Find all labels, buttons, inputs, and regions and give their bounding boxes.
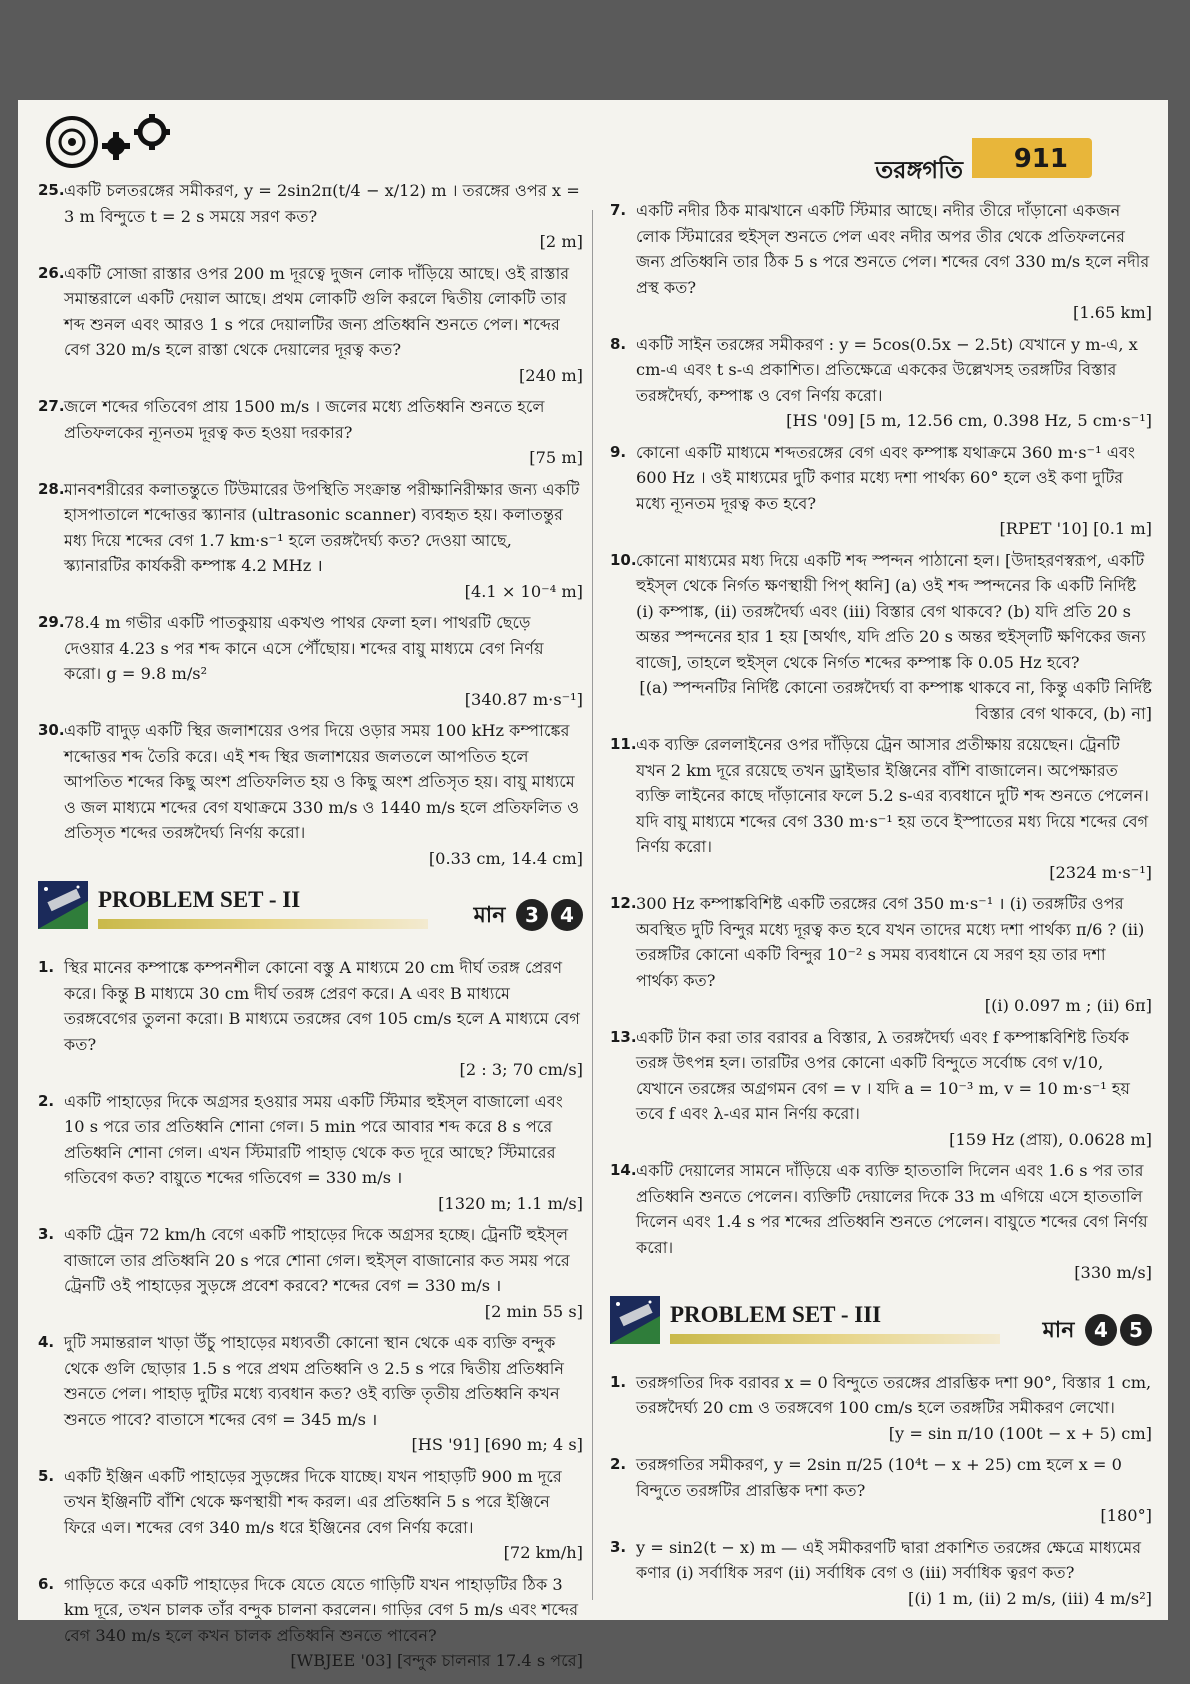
answer: [340.87 m·s⁻¹] — [464, 689, 583, 709]
page-number: 911 — [1013, 144, 1068, 174]
chapter-title: তরঙ্গগতি — [875, 155, 963, 184]
answer: [180°] — [1100, 1506, 1152, 1525]
answer: [159 Hz (প্রায়), 0.0628 m] — [949, 1129, 1152, 1149]
answer: [(i) 1 m, (ii) 2 m/s, (iii) 4 m/s²] — [908, 1588, 1152, 1608]
question-text: একটি বাদুড় একটি স্থির জলাশয়ের ওপর দিয়ে ওড়ার সময় 100 kHz কম্পাঙ্কের শব্দোত্তর শব্দ তৈরি করে। এই শব্দ স্থির জলাশয়ের জলতলে আপতিত হলে আপতিত শব্দের কিছু অংশ প্রতিফলিত হয় ও কিছু অংশ প্রতিসৃত হয়। বায়ু মাধ্যমে ও জল মাধ্যমে শব্দের বেগ যথাক্রমে 330 m/s ও 1440 m/s হলে প্রতিফলিত ও প্রতিসৃত শব্দের তরঙ্গদৈর্ঘ্য নির্ণয় করো। — [64, 721, 580, 842]
marks-badge: 3 — [516, 899, 548, 931]
answer: [330 m/s] — [1074, 1263, 1152, 1282]
answer: [75 m] — [529, 448, 583, 467]
answer: [(a) স্পন্দনটির নির্দিষ্ট কোনো তরঙ্গদৈর্ঘ্য বা কম্পাঙ্ক থাকবে না, কিন্তু একটি নির্দিষ্ট বিস্তার বেগ থাকবে, (b) না] — [639, 678, 1152, 723]
answer: [2 : 3; 70 cm/s] — [459, 1060, 583, 1079]
problem-set-3-title: PROBLEM SET - III — [670, 1301, 882, 1327]
question-text: জলে শব্দের গতিবেগ প্রায় 1500 m/s । জলের মধ্যে প্রতিধ্বনি শুনতে হলে প্রতিফলকের ন্যূনতম দূরত্ব কত হওয়া দরকার? — [64, 397, 545, 442]
problem-set-2-title: PROBLEM SET - II — [98, 887, 301, 912]
problem-set-3-header — [610, 1296, 1152, 1360]
question-text: এক ব্যক্তি রেললাইনের ওপর দাঁড়িয়ে ট্রেন আসার প্রতীক্ষায় রয়েছেন। ট্রেনটি যখন 2 km দূরে রয়েছে তখন ড্রাইভার ইঞ্জিনের বাঁশি বাজালেন। অপেক্ষারত ব্যক্তি লাইনের কাছে দাঁড়ানোর ফলে 5.2 s-এর ব্যবধানে দুটি শব্দ শুনতে পেলেন। যদি বায়ু মাধ্যমে শব্দের বেগ 330 m·s⁻¹ হয় তবে ইস্পাতের মধ্য দিয়ে শব্দের বেগ নির্ণয় করো। — [636, 735, 1149, 856]
marks-label: মান — [1042, 1316, 1075, 1343]
problem-set-2-marks — [474, 899, 583, 931]
question-text: একটি ট্রেন 72 km/h বেগে একটি পাহাড়ের দিকে অগ্রসর হচ্ছে। ট্রেনটি হুইস্‌ল বাজালে তার প্রতিধ্বনি 20 s পরে শোনা গেল। হুইস্‌ল বাজানোর কত সময় পরে ট্রেনটি ওই পাহাড়ের সুড়ঙ্গে প্রবেশ করবে? শব্দের বেগ = 330 m/s । — [64, 1225, 570, 1295]
question-text: একটি দেয়ালের সামনে দাঁড়িয়ে এক ব্যক্তি হাততালি দিলেন এবং 1.6 s পর তার প্রতিধ্বনি শুনতে পেলেন। ব্যক্তিটি দেয়ালের দিকে 33 m এগিয়ে এসে হাততালি দিলেন এবং 1.4 s পর শব্দের প্রতিধ্বনি শুনতে পেলেন। বায়ুতে শব্দের বেগ নির্ণয় করো। — [636, 1161, 1148, 1257]
question-text: একটি পাহাড়ের দিকে অগ্রসর হওয়ার সময় একটি স্টিমার হুইস্‌ল বাজালো এবং 10 s পরে তার প্রতিধ্বনি শোনা গেল। 5 min পরে আবার শব্দ করে 8 s পরে প্রতিধ্বনি শোনা গেল। এখন স্টিমারটি পাহাড় থেকে কত দূরে আছে? স্টিমারের গতিবেগ কত? বায়ুতে শব্দের গতিবেগ = 330 m/s । — [64, 1091, 563, 1187]
question-text: তরঙ্গগতির সমীকরণ, y = 2sin π/25 (10⁴t − x + 25) cm হলে x = 0 বিন্দুতে তরঙ্গটির প্রারম্ভিক দশা কত? — [636, 1455, 1122, 1500]
question-text: একটি ইঞ্জিন একটি পাহাড়ের সুড়ঙ্গের দিকে যাচ্ছে। যখন পাহাড়টি 900 m দূরে তখন ইঞ্জিনটি বাঁশি থেকে ক্ষণস্থায়ী শব্দ করল। এর প্রতিধ্বনি 5 s পরে ইঞ্জিনে ফিরে এল। শব্দের বেগ 340 m/s ধরে ইঞ্জিনের বেগ নির্ণয় করো। — [64, 1466, 562, 1537]
answer: [y = sin π/10 (100t − x + 5) cm] — [888, 1423, 1152, 1443]
question-text: 300 Hz কম্পাঙ্কবিশিষ্ট একটি তরঙ্গের বেগ 350 m·s⁻¹ । (i) তরঙ্গটির ওপর অবস্থিত দুটি বিন্দুর মধ্যে দূরত্ব কত হবে যখন তাদের মধ্যে দশা পার্থক্য π/6 ? (ii) তরঙ্গটির কোনো একটি বিন্দুর 10⁻² s সময় ব্যবধানে যে সরণ হয় তার দশা পার্থক্য কত? — [636, 894, 1145, 990]
left-column — [38, 178, 583, 1680]
answer: [2 m] — [539, 232, 583, 251]
question-text: দুটি সমান্তরাল খাড়া উঁচু পাহাড়ের মধ্যবর্তী কোনো স্থান থেকে এক ব্যক্তি বন্দুক থেকে গুলি ছোড়ার 1.5 s পরে প্রথম প্রতিধ্বনি ও 2.5 s পরে দ্বিতীয় প্রতিধ্বনি শুনতে পেল। পাহাড় দুটির মধ্যে ব্যবধান কত? ওই ব্যক্তি তৃতীয় প্রতিধ্বনি কখন শুনতে পাবে? বাতাসে শব্দের বেগ = 345 m/s । — [64, 1333, 565, 1429]
question-text: একটি টান করা তার বরাবর a বিস্তার, λ তরঙ্গদৈর্ঘ্য এবং f কম্পাঙ্কবিশিষ্ট তির্যক তরঙ্গ উৎপন্ন হল। তারটির ওপর কোনো একটি বিন্দুতে সর্বোচ্চ বেগ v/10, যেখানে তরঙ্গের অগ্রগমন বেগ = v । যদি a = 10⁻³ m, v = 10 m·s⁻¹ হয় তবে f এবং λ-এর মান নির্ণয় করো। — [636, 1027, 1130, 1123]
answer: [1.65 km] — [1073, 303, 1152, 322]
ps3-question-2: 2. তরঙ্গগতির সমীকরণ, y = 2sin π/25 (10⁴t − x + 25) cm হলে x = 0 বিন্দুতে তরঙ্গটির প্রারম্ভিক দশা কত? [180°] — [610, 1452, 1152, 1529]
textbook-page — [18, 100, 1168, 1670]
question-14: 14. একটি দেয়ালের সামনে দাঁড়িয়ে এক ব্যক্তি হাততালি দিলেন এবং 1.6 s পর তার প্রতিধ্বনি শুনতে পেলেন। ব্যক্তিটি দেয়ালের দিকে 33 m এগিয়ে এসে হাততালি দিলেন এবং 1.4 s পর শব্দের প্রতিধ্বনি শুনতে পেলেন। বায়ুতে শব্দের বেগ নির্ণয় করো। [330 m/s] — [610, 1158, 1152, 1286]
answer: [4.1 × 10⁻⁴ m] — [464, 581, 583, 601]
answer: [72 km/h] — [503, 1543, 583, 1562]
marks-badge: 5 — [1120, 1314, 1152, 1346]
question-text: তরঙ্গগতির দিক বরাবর x = 0 বিন্দুতে তরঙ্গের প্রারম্ভিক দশা 90°, বিস্তার 1 cm, তরঙ্গদৈর্ঘ্য 20 cm ও তরঙ্গবেগ 100 cm/s হলে তরঙ্গটির সমীকরণ লেখো। — [636, 1372, 1152, 1417]
question-text: স্থির মানের কম্পাঙ্কে কম্পনশীল কোনো বস্তু A মাধ্যমে 20 cm দীর্ঘ তরঙ্গ প্রেরণ করে। কিন্তু B মাধ্যমে 30 cm দীর্ঘ তরঙ্গ প্রেরণ করে। A এবং B মাধ্যমে তরঙ্গবেগের তুলনা করো। B মাধ্যমে তরঙ্গের বেগ 105 cm/s হলে A মাধ্যমে বেগ কত? — [64, 958, 581, 1054]
ps2-question-3: 3. একটি ট্রেন 72 km/h বেগে একটি পাহাড়ের দিকে অগ্রসর হচ্ছে। ট্রেনটি হুইস্‌ল বাজালে তার প্রতিধ্বনি 20 s পরে শোনা গেল। হুইস্‌ল বাজানোর কত সময় পরে ট্রেনটি ওই পাহাড়ের সুড়ঙ্গে প্রবেশ করবে? শব্দের বেগ = 330 m/s । [2 min 55 s] — [38, 1222, 583, 1324]
answer: [2324 m·s⁻¹] — [1049, 862, 1152, 882]
question-29: 29. 78.4 m গভীর একটি পাতকুয়ায় একখণ্ড পাথর ফেলা হল। পাথরটি ছেড়ে দেওয়ার 4.23 s পর শব্দ কানে এসে পৌঁছোয়। শব্দের বায়ু মাধ্যমে বেগ নির্ণয় করো। g = 9.8 m/s² [340.87 m·s⁻¹] — [38, 610, 583, 712]
head-gears-logo — [46, 110, 186, 170]
problem-set-3-marks — [1043, 1314, 1152, 1346]
question-text: একটি নদীর ঠিক মাঝখানে একটি স্টিমার আছে। নদীর তীরে দাঁড়ানো একজন লোক স্টিমারের হুইস্‌ল শুনতে পেল এবং নদীর অপর তীর থেকে প্রতিফলনের জন্য প্রতিধ্বনি তার ঠিক 5 s পরে শুনতে পেল। শব্দের বেগ 330 m/s হলে নদীর প্রস্থ কত? — [636, 201, 1150, 297]
question-text: মানবশরীরের কলাতন্তুতে টিউমারের উপস্থিতি সংক্রান্ত পরীক্ষানিরীক্ষার জন্য একটি হাসপাতালে শব্দোত্তর স্ক্যানার (ultrasonic scanner) ব্যবহৃত হয়। কলাতন্তুর মধ্য দিয়ে শব্দের বেগ 1.7 km·s⁻¹ হলে তরঙ্গদৈর্ঘ্য কত? দেওয়া আছে, স্ক্যানারটির কার্যকরী কম্পাঙ্ক 4.2 MHz । — [64, 479, 580, 575]
ps2-question-2: 2. একটি পাহাড়ের দিকে অগ্রসর হওয়ার সময় একটি স্টিমার হুইস্‌ল বাজালো এবং 10 s পরে তার প্রতিধ্বনি শোনা গেল। 5 min পরে আবার শব্দ করে 8 s পরে প্রতিধ্বনি শোনা গেল। এখন স্টিমারটি পাহাড় থেকে কত দূরে আছে? স্টিমারের গতিবেগ কত? বায়ুতে শব্দের গতিবেগ = 330 m/s । [1320 m; 1.1 m/s] — [38, 1089, 583, 1217]
question-25: 25. একটি চলতরঙ্গের সমীকরণ, y = 2sin2π(t/4 − x/12) m । তরঙ্গের ওপর x = 3 m বিন্দুতে t = 2 s সময়ে সরণ কত? [2 m] — [38, 178, 583, 255]
question-11: 11. এক ব্যক্তি রেললাইনের ওপর দাঁড়িয়ে ট্রেন আসার প্রতীক্ষায় রয়েছেন। ট্রেনটি যখন 2 km দূরে রয়েছে তখন ড্রাইভার ইঞ্জিনের বাঁশি বাজালেন। অপেক্ষারত ব্যক্তি লাইনের কাছে দাঁড়ানোর ফলে 5.2 s-এর ব্যবধানে দুটি শব্দ শুনতে পেলেন। যদি বায়ু মাধ্যমে শব্দের বেগ 330 m·s⁻¹ হয় তবে ইস্পাতের মধ্য দিয়ে শব্দের বেগ নির্ণয় করো। [2324 m·s⁻¹] — [610, 732, 1152, 885]
marks-badge: 4 — [1085, 1314, 1117, 1346]
telescope-icon — [610, 1296, 660, 1344]
column-divider — [592, 210, 593, 1600]
problem-set-3-bar — [670, 1334, 1000, 1344]
answer: [2 min 55 s] — [484, 1301, 583, 1321]
telescope-icon — [38, 881, 88, 929]
ps2-question-6: 6. গাড়িতে করে একটি পাহাড়ের দিকে যেতে যেতে গাড়িটি যখন পাহাড়টির ঠিক 3 km দূরে, তখন চালক তাঁর বন্দুক চালনা করলেন। গাড়ির বেগ 5 m/s এবং শব্দের বেগ 340 m/s হলে কখন চালক প্রতিধ্বনি শুনতে পাবেন? [WBJEE '03] [বন্দুক চালনার 17.4 s পরে] — [38, 1572, 583, 1674]
marks-badge: 4 — [551, 899, 583, 931]
ps3-question-3: 3. y = sin2(t − x) m — এই সমীকরণটি দ্বারা প্রকাশিত তরঙ্গের ক্ষেত্রে মাধ্যমের কণার (i) সর্বাধিক সরণ (ii) সর্বাধিক বেগ ও (iii) সর্বাধিক ত্বরণ কত? [(i) 1 m, (ii) 2 m/s, (iii) 4 m/s²] — [610, 1535, 1152, 1612]
question-28: 28. মানবশরীরের কলাতন্তুতে টিউমারের উপস্থিতি সংক্রান্ত পরীক্ষানিরীক্ষার জন্য একটি হাসপাতালে শব্দোত্তর স্ক্যানার (ultrasonic scanner) ব্যবহৃত হয়। কলাতন্তুর মধ্য দিয়ে শব্দের বেগ 1.7 km·s⁻¹ হলে তরঙ্গদৈর্ঘ্য কত? দেওয়া আছে, স্ক্যানারটির কার্যকরী কম্পাঙ্ক 4.2 MHz । [4.1 × 10⁻⁴ m] — [38, 477, 583, 605]
question-30: 30. একটি বাদুড় একটি স্থির জলাশয়ের ওপর দিয়ে ওড়ার সময় 100 kHz কম্পাঙ্কের শব্দোত্তর শব্দ তৈরি করে। এই শব্দ স্থির জলাশয়ের জলতলে আপতিত হলে আপতিত শব্দের কিছু অংশ প্রতিফলিত হয় ও কিছু অংশ প্রতিসৃত হয়। বায়ু মাধ্যমে ও জল মাধ্যমে শব্দের বেগ যথাক্রমে 330 m/s ও 1440 m/s হলে প্রতিফলিত ও প্রতিসৃত শব্দের তরঙ্গদৈর্ঘ্য নির্ণয় করো। [0.33 cm, 14.4 cm] — [38, 718, 583, 871]
ps2-question-1: 1. স্থির মানের কম্পাঙ্কে কম্পনশীল কোনো বস্তু A মাধ্যমে 20 cm দীর্ঘ তরঙ্গ প্রেরণ করে। কিন্তু B মাধ্যমে 30 cm দীর্ঘ তরঙ্গ প্রেরণ করে। A এবং B মাধ্যমে তরঙ্গবেগের তুলনা করো। B মাধ্যমে তরঙ্গের বেগ 105 cm/s হলে A মাধ্যমে বেগ কত? [2 : 3; 70 cm/s] — [38, 955, 583, 1083]
ps3-question-1: 1. তরঙ্গগতির দিক বরাবর x = 0 বিন্দুতে তরঙ্গের প্রারম্ভিক দশা 90°, বিস্তার 1 cm, তরঙ্গদৈর্ঘ্য 20 cm ও তরঙ্গবেগ 100 cm/s হলে তরঙ্গটির সমীকরণ লেখো। [y = sin π/10 (100t − x + 5) cm] — [610, 1370, 1152, 1447]
question-text: কোনো একটি মাধ্যমে শব্দতরঙ্গের বেগ এবং কম্পাঙ্ক যথাক্রমে 360 m·s⁻¹ এবং 600 Hz । ওই মাধ্যমের দুটি কণার মধ্যে দশা পার্থক্য 60° হলে ওই কণা দুটির মধ্যে ন্যূনতম দূরত্ব কত হবে? — [636, 442, 1136, 513]
question-12: 12. 300 Hz কম্পাঙ্কবিশিষ্ট একটি তরঙ্গের বেগ 350 m·s⁻¹ । (i) তরঙ্গটির ওপর অবস্থিত দুটি বিন্দুর মধ্যে দূরত্ব কত হবে যখন তাদের মধ্যে দশা পার্থক্য π/6 ? (ii) তরঙ্গটির কোনো একটি বিন্দুর 10⁻² s সময় ব্যবধানে যে সরণ হয় তার দশা পার্থক্য কত? [(i) 0.097 m ; (ii) 6π] — [610, 891, 1152, 1019]
problem-set-2-header — [38, 881, 583, 945]
question-text: একটি চলতরঙ্গের সমীকরণ, y = 2sin2π(t/4 − x/12) m । তরঙ্গের ওপর x = 3 m বিন্দুতে t = 2 s সময়ে সরণ কত? — [64, 181, 580, 226]
question-text: y = sin2(t − x) m — এই সমীকরণটি দ্বারা প্রকাশিত তরঙ্গের ক্ষেত্রে মাধ্যমের কণার (i) সর্বাধিক সরণ (ii) সর্বাধিক বেগ ও (iii) সর্বাধিক ত্বরণ কত? — [636, 1537, 1142, 1582]
answer: [(i) 0.097 m ; (ii) 6π] — [984, 996, 1152, 1015]
question-text: একটি সোজা রাস্তার ওপর 200 m দূরত্বে দুজন লোক দাঁড়িয়ে আছে। ওই রাস্তার সমান্তরালে একটি দেয়াল আছে। প্রথম লোকটি গুলি করলে দ্বিতীয় লোকটি তার শব্দ শুনল এবং আরও 1 s পরে দেয়ালটির জন্য প্রতিধ্বনি শুনতে পেল। শব্দের বেগ 320 m/s হলে রাস্তা থেকে দেয়ালের দূরত্ব কত? — [64, 263, 570, 359]
answer: [RPET '10] [0.1 m] — [999, 519, 1152, 538]
answer: [0.33 cm, 14.4 cm] — [428, 848, 583, 868]
answer: [1320 m; 1.1 m/s] — [438, 1193, 583, 1213]
question-9: 9. কোনো একটি মাধ্যমে শব্দতরঙ্গের বেগ এবং কম্পাঙ্ক যথাক্রমে 360 m·s⁻¹ এবং 600 Hz । ওই মাধ্যমের দুটি কণার মধ্যে দশা পার্থক্য 60° হলে ওই কণা দুটির মধ্যে ন্যূনতম দূরত্ব কত হবে? [RPET '10] [0.1 m] — [610, 440, 1152, 542]
question-text: একটি সাইন তরঙ্গের সমীকরণ : y = 5cos(0.5x − 2.5t) যেখানে y m-এ, x cm-এ এবং t s-এ প্রকাশিত। প্রতিক্ষেত্রে এককের উল্লেখসহ তরঙ্গটির বিস্তার তরঙ্গদৈর্ঘ্য, কম্পাঙ্ক ও বেগ নির্ণয় করো। — [636, 334, 1138, 405]
marks-label: মান — [473, 902, 506, 928]
question-text: 78.4 m গভীর একটি পাতকুয়ায় একখণ্ড পাথর ফেলা হল। পাথরটি ছেড়ে দেওয়ার 4.23 s পর শব্দ কানে এসে পৌঁছোয়। শব্দের বায়ু মাধ্যমে বেগ নির্ণয় করো। g = 9.8 m/s² — [64, 613, 544, 683]
question-text: কোনো মাধ্যমের মধ্য দিয়ে একটি শব্দ স্পন্দন পাঠানো হল। [উদাহরণস্বরূপ, একটি হুইস্‌ল থেকে নির্গত ক্ষণস্থায়ী পিপ্‌ ধ্বনি] (a) ওই শব্দ স্পন্দনের কি একটি নির্দিষ্ট (i) কম্পাঙ্ক, (ii) তরঙ্গদৈর্ঘ্য এবং (iii) বিস্তার বেগ থাকবে? (b) যদি প্রতি 20 s অন্তর স্পন্দনের হার 1 হয় [অর্থাৎ, যদি প্রতি 20 s অন্তর হুইস্‌লটি ক্ষণিকের জন্য বাজে], তাহলে হুইস্‌ল থেকে নির্গত শব্দের কম্পাঙ্ক কি 0.05 Hz হবে? — [636, 550, 1146, 672]
problem-set-2-bar — [98, 919, 428, 929]
ps2-question-4: 4. দুটি সমান্তরাল খাড়া উঁচু পাহাড়ের মধ্যবর্তী কোনো স্থান থেকে এক ব্যক্তি বন্দুক থেকে গুলি ছোড়ার 1.5 s পরে প্রথম প্রতিধ্বনি ও 2.5 s পরে দ্বিতীয় প্রতিধ্বনি শুনতে পেল। পাহাড় দুটির মধ্যে ব্যবধান কত? ওই ব্যক্তি তৃতীয় প্রতিধ্বনি কখন শুনতে পাবে? বাতাসে শব্দের বেগ = 345 m/s । [HS '91] [690 m; 4 s] — [38, 1330, 583, 1458]
answer: [240 m] — [518, 365, 583, 385]
question-10: 10. কোনো মাধ্যমের মধ্য দিয়ে একটি শব্দ স্পন্দন পাঠানো হল। [উদাহরণস্বরূপ, একটি হুইস্‌ল থেকে নির্গত ক্ষণস্থায়ী পিপ্‌ ধ্বনি] (a) ওই শব্দ স্পন্দনের কি একটি নির্দিষ্ট (i) কম্পাঙ্ক, (ii) তরঙ্গদৈর্ঘ্য এবং (iii) বিস্তার বেগ থাকবে? (b) যদি প্রতি 20 s অন্তর স্পন্দনের হার 1 হয় [অর্থাৎ, যদি প্রতি 20 s অন্তর হুইস্‌লটি ক্ষণিকের জন্য বাজে], তাহলে হুইস্‌ল থেকে নির্গত শব্দের কম্পাঙ্ক কি 0.05 Hz হবে? [(a) স্পন্দনটির নির্দিষ্ট কোনো তরঙ্গদৈর্ঘ্য বা কম্পাঙ্ক থাকবে না, কিন্তু একটি নির্দিষ্ট বিস্তার বেগ থাকবে, (b) না] — [610, 548, 1152, 727]
question-13: 13. একটি টান করা তার বরাবর a বিস্তার, λ তরঙ্গদৈর্ঘ্য এবং f কম্পাঙ্কবিশিষ্ট তির্যক তরঙ্গ উৎপন্ন হল। তারটির ওপর কোনো একটি বিন্দুতে সর্বোচ্চ বেগ v/10, যেখানে তরঙ্গের অগ্রগমন বেগ = v । যদি a = 10⁻³ m, v = 10 m·s⁻¹ হয় তবে f এবং λ-এর মান নির্ণয় করো। [159 Hz (প্রায়), 0.0628 m] — [610, 1025, 1152, 1153]
ps2-question-5: 5. একটি ইঞ্জিন একটি পাহাড়ের সুড়ঙ্গের দিকে যাচ্ছে। যখন পাহাড়টি 900 m দূরে তখন ইঞ্জিনটি বাঁশি থেকে ক্ষণস্থায়ী শব্দ করল। এর প্রতিধ্বনি 5 s পরে ইঞ্জিনে ফিরে এল। শব্দের বেগ 340 m/s ধরে ইঞ্জিনের বেগ নির্ণয় করো। [72 km/h] — [38, 1464, 583, 1566]
question-text: গাড়িতে করে একটি পাহাড়ের দিকে যেতে যেতে গাড়িটি যখন পাহাড়টির ঠিক 3 km দূরে, তখন চালক তাঁর বন্দুক চালনা করলেন। গাড়ির বেগ 5 m/s এবং শব্দের বেগ 340 m/s হলে কখন চালক প্রতিধ্বনি শুনতে পাবেন? — [64, 1574, 579, 1645]
answer: [HS '91] [690 m; 4 s] — [411, 1435, 583, 1454]
answer: [WBJEE '03] [বন্দুক চালনার 17.4 s পরে] — [290, 1651, 583, 1670]
question-8: 8. একটি সাইন তরঙ্গের সমীকরণ : y = 5cos(0.5x − 2.5t) যেখানে y m-এ, x cm-এ এবং t s-এ প্রকাশিত। প্রতিক্ষেত্রে এককের উল্লেখসহ তরঙ্গটির বিস্তার তরঙ্গদৈর্ঘ্য, কম্পাঙ্ক ও বেগ নির্ণয় করো। [HS '09] [5 m, 12.56 cm, 0.398 Hz, 5 cm·s⁻¹] — [610, 332, 1152, 434]
question-26: 26. একটি সোজা রাস্তার ওপর 200 m দূরত্বে দুজন লোক দাঁড়িয়ে আছে। ওই রাস্তার সমান্তরালে একটি দেয়াল আছে। প্রথম লোকটি গুলি করলে দ্বিতীয় লোকটি তার শব্দ শুনল এবং আরও 1 s পরে দেয়ালটির জন্য প্রতিধ্বনি শুনতে পেল। শব্দের বেগ 320 m/s হলে রাস্তা থেকে দেয়ালের দূরত্ব কত? [240 m] — [38, 261, 583, 389]
answer: [HS '09] [5 m, 12.56 cm, 0.398 Hz, 5 cm·s⁻¹] — [786, 411, 1152, 430]
right-column — [610, 198, 1152, 1617]
question-27: 27. জলে শব্দের গতিবেগ প্রায় 1500 m/s । জলের মধ্যে প্রতিধ্বনি শুনতে হলে প্রতিফলকের ন্যূনতম দূরত্ব কত হওয়া দরকার? [75 m] — [38, 394, 583, 471]
question-7: 7. একটি নদীর ঠিক মাঝখানে একটি স্টিমার আছে। নদীর তীরে দাঁড়ানো একজন লোক স্টিমারের হুইস্‌ল শুনতে পেল এবং নদীর অপর তীর থেকে প্রতিফলনের জন্য প্রতিধ্বনি তার ঠিক 5 s পরে শুনতে পেল। শব্দের বেগ 330 m/s হলে নদীর প্রস্থ কত? [1.65 km] — [610, 198, 1152, 326]
